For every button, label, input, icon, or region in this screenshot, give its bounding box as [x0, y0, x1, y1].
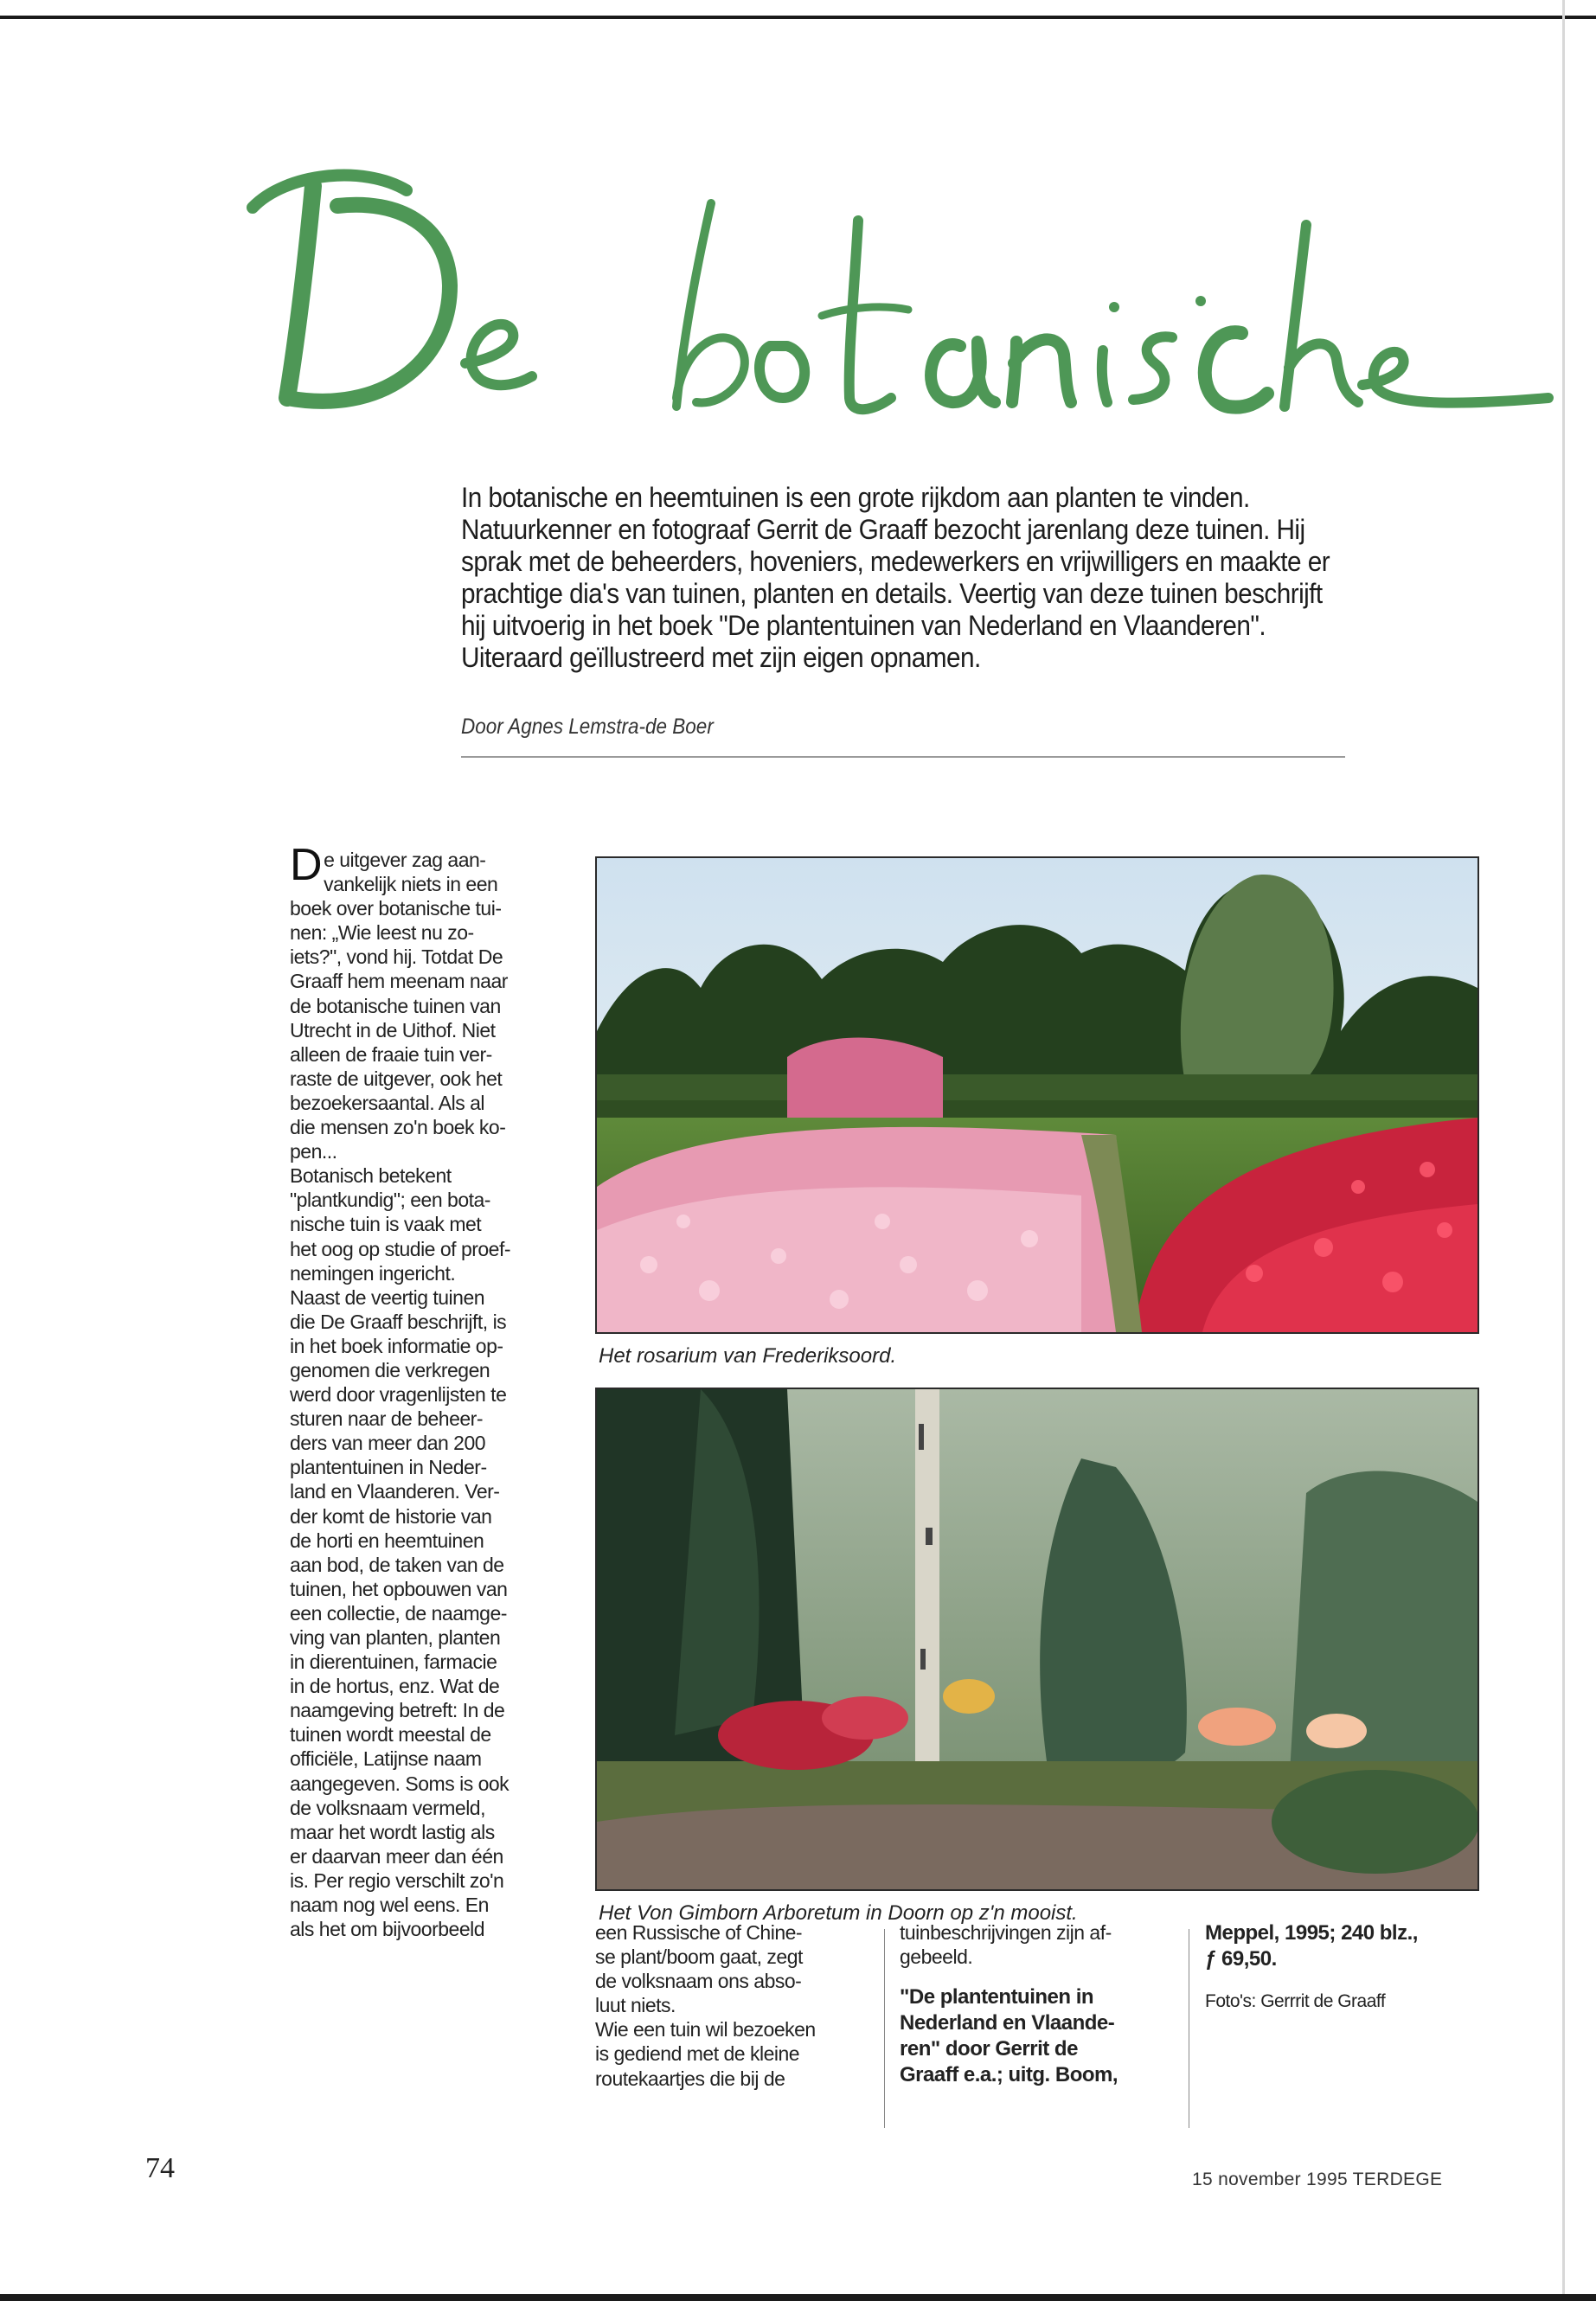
column-1-text	[290, 840, 536, 1941]
col1-line: in het boek informatie op-	[290, 1334, 503, 1357]
col1-line: tuinen, het opbouwen van	[290, 1577, 508, 1600]
col1-line: nische tuin is vaak met	[290, 1213, 482, 1236]
intro-lead: In botanische en heemtuinen is een grote rijkdom aan planten te vinden. Natuurkenner en fotograaf Gerrit de Graaff bezocht jarenlang deze tuinen. Hij sprak met de beheerders, hoveniers, medewerkers en vrijwilligers en maakte er prachtige dia's van tuinen, planten en details. Veertig van deze tuinen beschrijft hij uitvoerig in het boek "De plantentuinen van Nederland en Vlaanderen". Uiteraard geïllustreerd met zijn eigen opnamen.	[461, 482, 1330, 673]
col3-bold-line: "De plantentuinen in	[900, 1985, 1094, 2009]
col1-line: in dierentuinen, farmacie	[290, 1650, 497, 1674]
drop-cap: D	[290, 840, 323, 890]
handwritten-title	[234, 138, 1557, 458]
photo-caption-rosarium: Het rosarium van Frederiksoord.	[599, 1344, 897, 1368]
col1-line: Botanisch betekent	[290, 1164, 452, 1188]
col1-line: "plantkundig"; een bota-	[290, 1189, 490, 1212]
byline-rule	[461, 756, 1345, 758]
col1-line: aangegeven. Soms is ook	[290, 1772, 510, 1795]
col1-line: nen: „Wie leest nu zo-	[290, 921, 474, 945]
col2-line: is gediend met de kleine	[595, 2042, 800, 2066]
col1-line: de horti en heemtuinen	[290, 1529, 484, 1552]
col2-line: Wie een tuin wil bezoeken	[595, 2018, 816, 2041]
col1-line: die De Graaff beschrijft, is	[290, 1310, 507, 1333]
page-number: 74	[145, 2152, 175, 2184]
col1-line: het oog op studie of proef-	[290, 1237, 511, 1260]
col1-line: als het om bijvoorbeeld	[290, 1918, 485, 1941]
col1-line: boek over botanische tui-	[290, 897, 502, 920]
byline: Door Agnes Lemstra-de Boer	[461, 715, 714, 739]
col1-line: een collectie, de naamge-	[290, 1601, 507, 1625]
col1-line: pen...	[290, 1140, 337, 1163]
col1-line: genomen die verkregen	[290, 1358, 490, 1381]
col1-line: in de hortus, enz. Wat de	[290, 1675, 500, 1698]
col1-line: ving van planten, planten	[290, 1626, 501, 1649]
col1-line: de volksnaam vermeld,	[290, 1796, 485, 1819]
col4-bold-line: Meppel, 1995; 240 blz.,	[1205, 1921, 1418, 1945]
col1-line: is. Per regio verschilt zo'n	[290, 1868, 504, 1892]
book-publication-info	[1205, 1920, 1465, 1972]
col1-line: Naast de veertig tuinen	[290, 1285, 485, 1309]
col3-line: tuinbeschrijvingen zijn af-	[900, 1921, 1112, 1944]
col2-line: routekaartjes die bij de	[595, 2067, 785, 2090]
col1-line: raste de uitgever, ook het	[290, 1067, 503, 1090]
issue-footer: 15 november 1995 TERDEGE	[1192, 2170, 1443, 2189]
photo-arboretum	[595, 1388, 1479, 1891]
col1-line: naamgeving betreft: In de	[290, 1699, 505, 1722]
col1-line: alleen de fraaie tuin ver-	[290, 1042, 492, 1066]
right-edge	[1562, 0, 1565, 2301]
col1-line: land en Vlaanderen. Ver-	[290, 1480, 500, 1503]
col1-line: bezoekersaantal. Als al	[290, 1091, 485, 1114]
col3-bold-line: Graaff e.a.; uitg. Boom,	[900, 2063, 1118, 2087]
body-column-1	[290, 840, 536, 1941]
bottom-edge	[0, 2294, 1596, 2301]
col1-line: vankelijk niets in een	[324, 873, 498, 896]
col1-line: naam nog wel eens. En	[290, 1894, 489, 1917]
book-title-info	[900, 1984, 1159, 2088]
col2-line: se plant/boom gaat, zegt	[595, 1945, 803, 1969]
column-3-text	[900, 1920, 1159, 1969]
photo-credit: Foto's: Gerrrit de Graaff	[1205, 1991, 1386, 2011]
col2-line: de volksnaam ons abso-	[595, 1970, 802, 1993]
photo-caption-arboretum: Het Von Gimborn Arboretum in Doorn op z'n mooist.	[599, 1901, 1078, 1925]
body-column-4	[1205, 1920, 1465, 2014]
col1-line: e uitgever zag aan-	[324, 849, 486, 871]
col1-line: der komt de historie van	[290, 1504, 492, 1528]
col1-line: plantentuinen in Neder-	[290, 1456, 487, 1479]
col1-line: Utrecht in de Uithof. Niet	[290, 1018, 496, 1042]
col2-line: luut niets.	[595, 1994, 676, 2017]
col1-line: iets?", vond hij. Totdat De	[290, 945, 503, 969]
col2-line: een Russische of Chine-	[595, 1921, 803, 1944]
col1-line: er daarvan meer dan één	[290, 1844, 503, 1868]
col1-line: nemingen ingericht.	[290, 1261, 456, 1285]
col1-line: werd door vragenlijsten te	[290, 1383, 507, 1407]
col1-line: tuinen wordt meestal de	[290, 1723, 491, 1747]
col1-line: sturen naar de beheer-	[290, 1407, 483, 1431]
col1-line: officiële, Latijnse naam	[290, 1747, 482, 1771]
body-column-2	[595, 1920, 855, 2091]
col3-bold-line: Nederland en Vlaande-	[900, 2011, 1115, 2035]
col1-line: Graaff hem meenam naar	[290, 970, 508, 993]
column-divider-1	[884, 1929, 885, 2128]
col1-line: de botanische tuinen van	[290, 994, 501, 1017]
col1-line: ders van meer dan 200	[290, 1432, 486, 1455]
col1-line: aan bod, de taken van de	[290, 1553, 504, 1576]
col3-line: gebeeld.	[900, 1945, 973, 1969]
col1-line: die mensen zo'n boek ko-	[290, 1116, 506, 1139]
photo-rosarium	[595, 856, 1479, 1334]
col4-bold-line: ƒ 69,50.	[1205, 1947, 1277, 1971]
col3-bold-line: ren" door Gerrit de	[900, 2037, 1078, 2061]
body-column-3	[900, 1920, 1159, 2088]
col1-line: maar het wordt lastig als	[290, 1820, 495, 1843]
top-edge	[0, 16, 1596, 19]
